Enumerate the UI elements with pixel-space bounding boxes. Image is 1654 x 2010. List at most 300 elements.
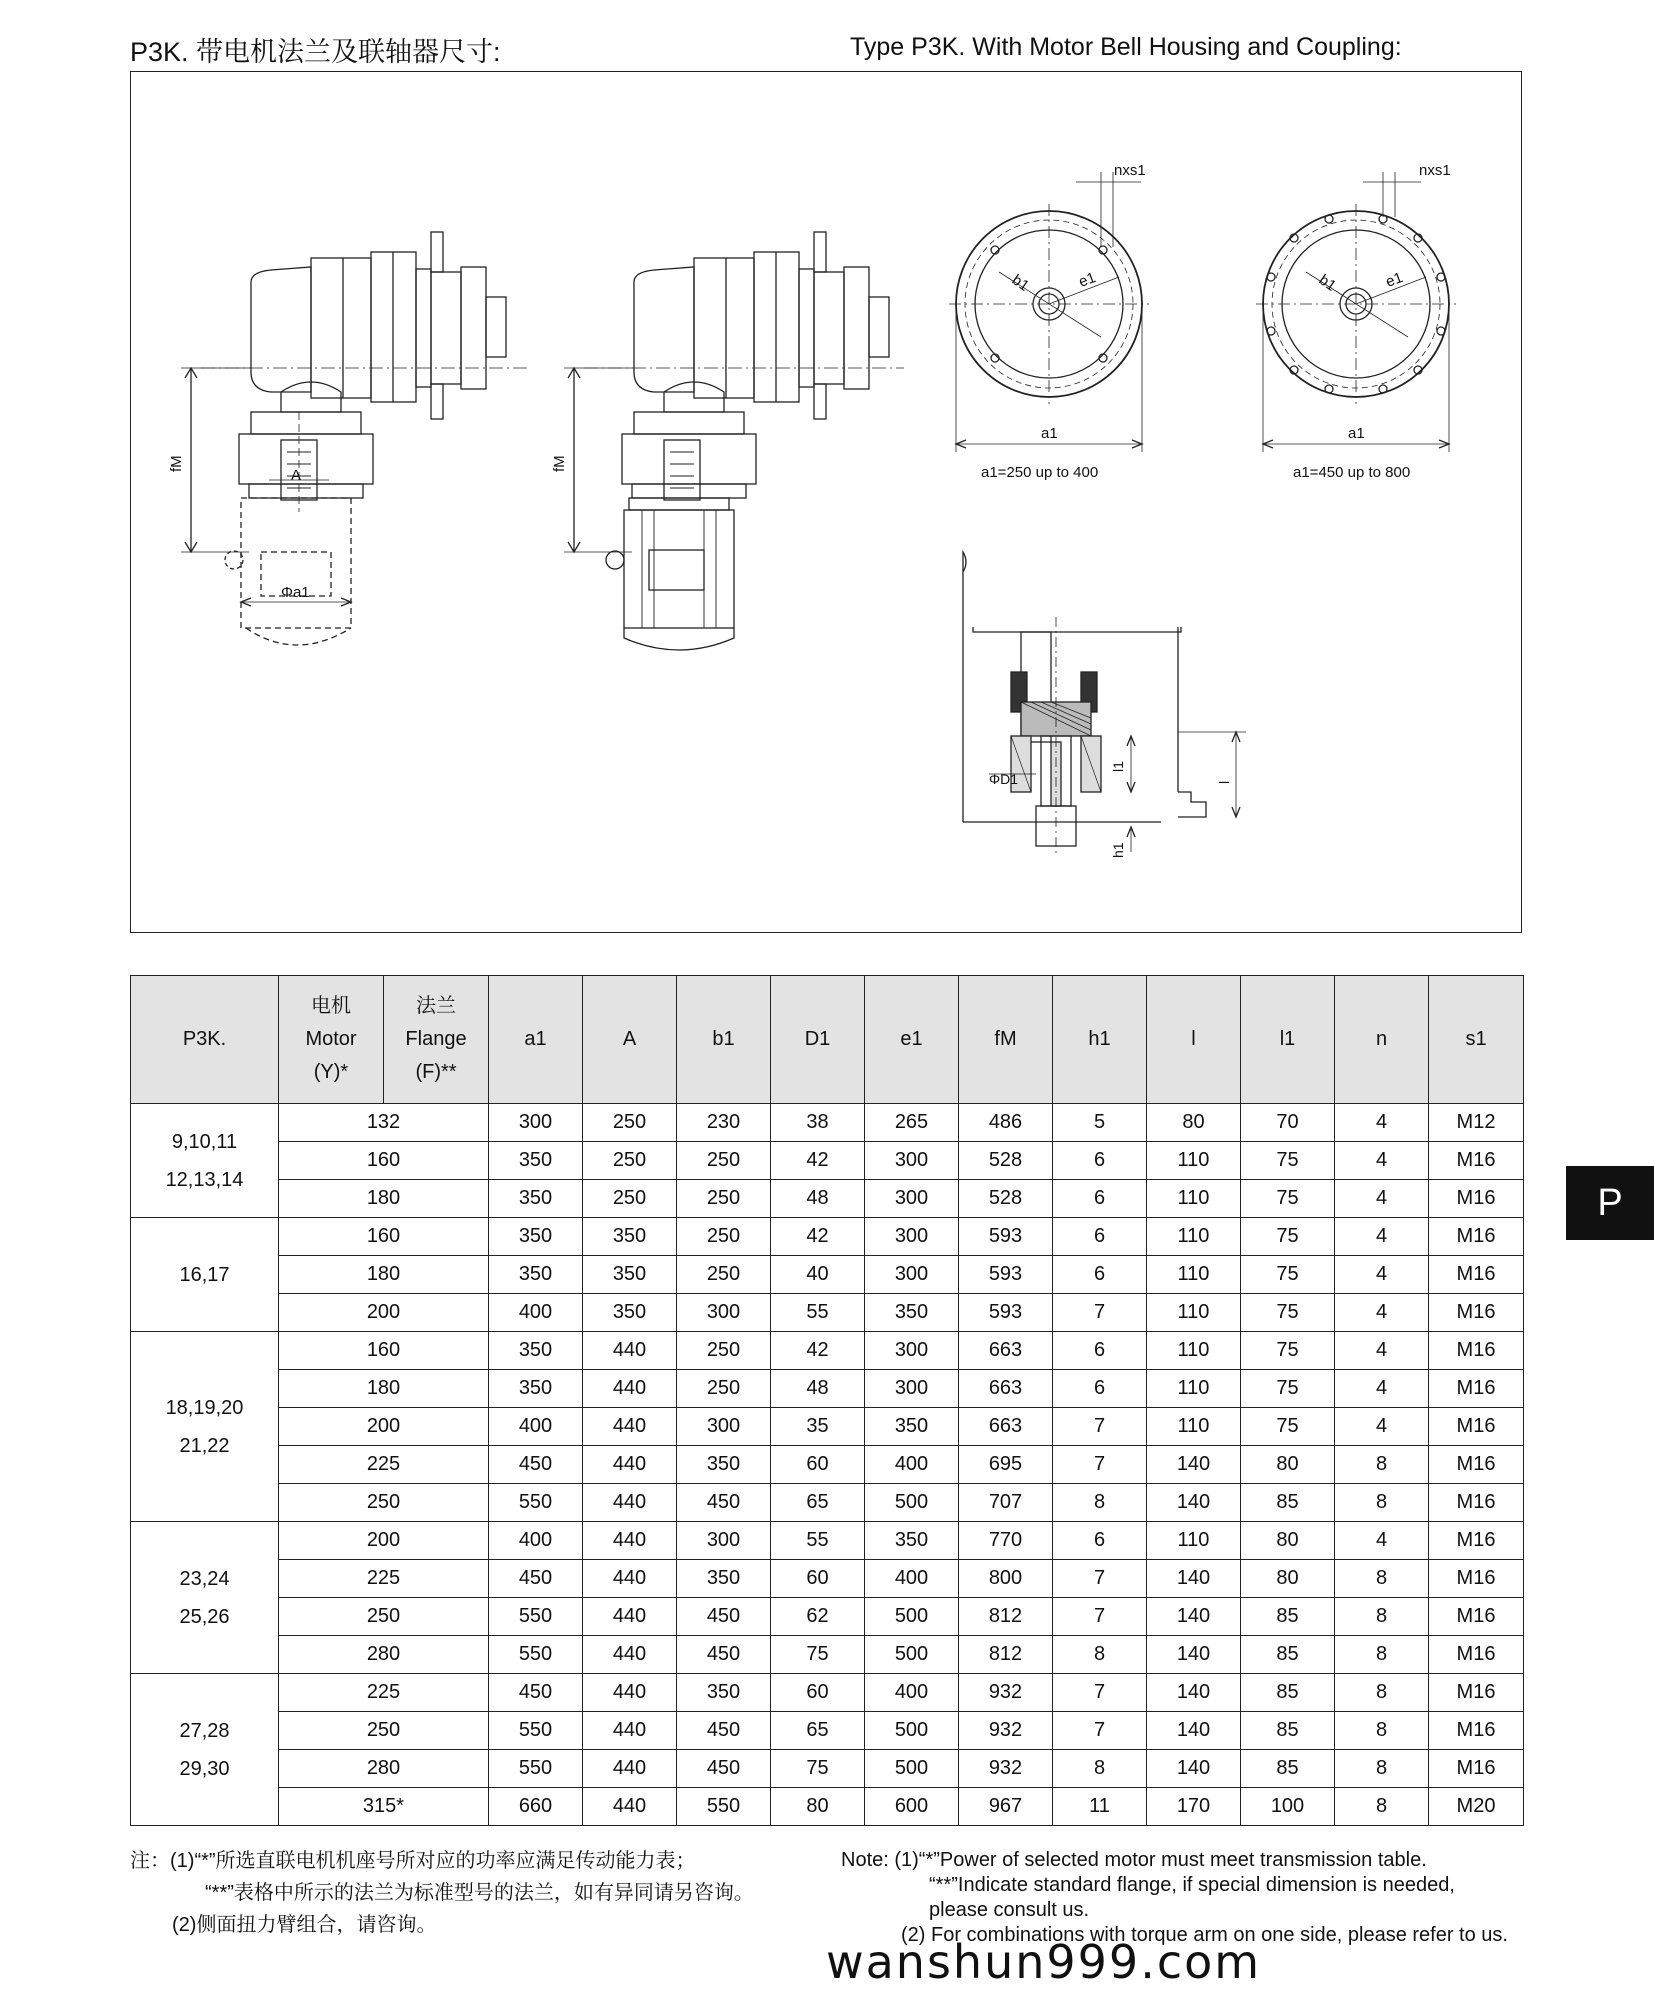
value-cell: 80 bbox=[771, 1788, 865, 1826]
value-cell: 300 bbox=[489, 1104, 583, 1142]
value-cell: 7 bbox=[1053, 1446, 1147, 1484]
table-row bbox=[131, 1446, 1524, 1484]
value-cell: M16 bbox=[1429, 1522, 1524, 1560]
model-cell bbox=[131, 1218, 279, 1332]
value-cell: 812 bbox=[959, 1598, 1053, 1636]
label-fM-2: fM bbox=[551, 455, 568, 472]
label-a1-small: a1 bbox=[1041, 425, 1058, 442]
value-cell: 300 bbox=[865, 1332, 959, 1370]
table-row bbox=[131, 1674, 1524, 1712]
value-cell: 250 bbox=[677, 1370, 771, 1408]
value-cell: 4 bbox=[1335, 1180, 1429, 1218]
value-cell: 60 bbox=[771, 1446, 865, 1484]
value-cell: 55 bbox=[771, 1294, 865, 1332]
caption-small-flange: a1=250 up to 400 bbox=[981, 464, 1099, 481]
header-motor bbox=[279, 976, 384, 1104]
value-cell: 500 bbox=[865, 1484, 959, 1522]
value-cell: 80 bbox=[1241, 1522, 1335, 1560]
value-cell: 528 bbox=[959, 1180, 1053, 1218]
note-en-line: please consult us. bbox=[929, 1899, 1090, 1921]
value-cell: 300 bbox=[865, 1142, 959, 1180]
value-cell: 350 bbox=[489, 1370, 583, 1408]
value-cell: 600 bbox=[865, 1788, 959, 1826]
value-cell: 6 bbox=[1053, 1370, 1147, 1408]
value-cell: 812 bbox=[959, 1636, 1053, 1674]
model-label: 9,10,11 bbox=[171, 1130, 238, 1153]
page-title-cn: P3K. 带电机法兰及联轴器尺寸: bbox=[130, 37, 501, 67]
header-flange-cn: 法兰 bbox=[416, 995, 456, 1017]
value-cell: 350 bbox=[865, 1408, 959, 1446]
value-cell: 7 bbox=[1053, 1408, 1147, 1446]
value-cell: 660 bbox=[489, 1788, 583, 1826]
value-cell: 250 bbox=[677, 1256, 771, 1294]
table-body bbox=[131, 1104, 1524, 1826]
value-cell: 550 bbox=[489, 1484, 583, 1522]
table-row bbox=[131, 1332, 1524, 1370]
value-cell: 75 bbox=[1241, 1370, 1335, 1408]
value-cell: 4 bbox=[1335, 1218, 1429, 1256]
value-cell: 6 bbox=[1053, 1522, 1147, 1560]
header-col: h1 bbox=[1053, 976, 1147, 1104]
label-phiD1: ΦD1 bbox=[989, 771, 1019, 787]
value-cell: 110 bbox=[1147, 1332, 1241, 1370]
value-cell: 400 bbox=[865, 1674, 959, 1712]
label-nxs1-large: nxs1 bbox=[1419, 162, 1451, 179]
value-cell: 528 bbox=[959, 1142, 1053, 1180]
note-cn-line: “**”表格中所示的法兰为标准型号的法兰，如有异同请另咨询。 bbox=[205, 1882, 754, 1904]
value-cell: 38 bbox=[771, 1104, 865, 1142]
value-cell: 75 bbox=[1241, 1332, 1335, 1370]
model-label: 16,17 bbox=[179, 1263, 230, 1286]
header-col: b1 bbox=[677, 976, 771, 1104]
motor-flange-cell: 200 bbox=[279, 1294, 489, 1332]
table-row bbox=[131, 1750, 1524, 1788]
value-cell: 250 bbox=[677, 1218, 771, 1256]
header-col: l bbox=[1147, 976, 1241, 1104]
value-cell: 65 bbox=[771, 1484, 865, 1522]
model-cell bbox=[131, 1522, 279, 1674]
value-cell: M16 bbox=[1429, 1712, 1524, 1750]
value-cell: 75 bbox=[1241, 1408, 1335, 1446]
value-cell: 8 bbox=[1335, 1674, 1429, 1712]
value-cell: 4 bbox=[1335, 1142, 1429, 1180]
value-cell: 250 bbox=[583, 1104, 677, 1142]
watermark: wanshun999.com bbox=[826, 1935, 1262, 1989]
value-cell: 140 bbox=[1147, 1484, 1241, 1522]
value-cell: M16 bbox=[1429, 1560, 1524, 1598]
label-e1-large: e1 bbox=[1383, 269, 1406, 291]
value-cell: 75 bbox=[771, 1636, 865, 1674]
value-cell: M16 bbox=[1429, 1636, 1524, 1674]
value-cell: 300 bbox=[865, 1370, 959, 1408]
value-cell: 140 bbox=[1147, 1674, 1241, 1712]
header-model: P3K. bbox=[131, 976, 279, 1104]
table-row bbox=[131, 1142, 1524, 1180]
value-cell: 8 bbox=[1335, 1712, 1429, 1750]
value-cell: M16 bbox=[1429, 1218, 1524, 1256]
value-cell: 6 bbox=[1053, 1180, 1147, 1218]
value-cell: 6 bbox=[1053, 1142, 1147, 1180]
flange-view-large bbox=[1256, 162, 1456, 481]
value-cell: 486 bbox=[959, 1104, 1053, 1142]
gearbox-view-2 bbox=[551, 232, 904, 650]
value-cell: 75 bbox=[1241, 1256, 1335, 1294]
label-h1: h1 bbox=[1110, 842, 1126, 858]
table-row bbox=[131, 1636, 1524, 1674]
motor-flange-cell: 280 bbox=[279, 1750, 489, 1788]
value-cell: 65 bbox=[771, 1712, 865, 1750]
value-cell: 440 bbox=[583, 1370, 677, 1408]
value-cell: 663 bbox=[959, 1370, 1053, 1408]
table-row bbox=[131, 1484, 1524, 1522]
header-col: n bbox=[1335, 976, 1429, 1104]
label-b1-small: b1 bbox=[1008, 271, 1033, 295]
motor-flange-cell: 280 bbox=[279, 1636, 489, 1674]
motor-flange-cell: 225 bbox=[279, 1446, 489, 1484]
motor-flange-cell: 225 bbox=[279, 1560, 489, 1598]
value-cell: 110 bbox=[1147, 1294, 1241, 1332]
value-cell: 550 bbox=[489, 1598, 583, 1636]
value-cell: 350 bbox=[583, 1256, 677, 1294]
value-cell: 75 bbox=[1241, 1142, 1335, 1180]
motor-flange-cell: 200 bbox=[279, 1408, 489, 1446]
header-motor-en: Motor bbox=[305, 1028, 357, 1050]
value-cell: 593 bbox=[959, 1294, 1053, 1332]
table-row bbox=[131, 1712, 1524, 1750]
value-cell: 450 bbox=[489, 1446, 583, 1484]
value-cell: 350 bbox=[583, 1218, 677, 1256]
value-cell: 85 bbox=[1241, 1750, 1335, 1788]
value-cell: 250 bbox=[677, 1332, 771, 1370]
value-cell: M12 bbox=[1429, 1104, 1524, 1142]
value-cell: 400 bbox=[489, 1408, 583, 1446]
header-col: A bbox=[583, 976, 677, 1104]
value-cell: 440 bbox=[583, 1560, 677, 1598]
value-cell: 8 bbox=[1053, 1750, 1147, 1788]
value-cell: 550 bbox=[489, 1636, 583, 1674]
value-cell: 110 bbox=[1147, 1180, 1241, 1218]
value-cell: 75 bbox=[1241, 1294, 1335, 1332]
value-cell: 8 bbox=[1053, 1636, 1147, 1674]
value-cell: 7 bbox=[1053, 1712, 1147, 1750]
drawing-canvas bbox=[131, 72, 1521, 932]
table-row bbox=[131, 1180, 1524, 1218]
value-cell: 707 bbox=[959, 1484, 1053, 1522]
value-cell: 695 bbox=[959, 1446, 1053, 1484]
value-cell: M16 bbox=[1429, 1180, 1524, 1218]
value-cell: 450 bbox=[677, 1636, 771, 1674]
value-cell: 350 bbox=[489, 1256, 583, 1294]
value-cell: 42 bbox=[771, 1332, 865, 1370]
value-cell: M16 bbox=[1429, 1484, 1524, 1522]
value-cell: 8 bbox=[1335, 1750, 1429, 1788]
page-title-en: Type P3K. With Motor Bell Housing and Coupling: bbox=[850, 33, 1402, 61]
model-label: 18,19,20 bbox=[165, 1396, 244, 1419]
table-row bbox=[131, 1370, 1524, 1408]
value-cell: 450 bbox=[677, 1598, 771, 1636]
value-cell: 400 bbox=[865, 1560, 959, 1598]
value-cell: 140 bbox=[1147, 1560, 1241, 1598]
value-cell: 75 bbox=[1241, 1180, 1335, 1218]
value-cell: 42 bbox=[771, 1142, 865, 1180]
value-cell: 75 bbox=[771, 1750, 865, 1788]
value-cell: 4 bbox=[1335, 1332, 1429, 1370]
value-cell: M16 bbox=[1429, 1294, 1524, 1332]
value-cell: 8 bbox=[1335, 1788, 1429, 1826]
table-row bbox=[131, 1408, 1524, 1446]
value-cell: 350 bbox=[489, 1332, 583, 1370]
section-tab: P bbox=[1566, 1166, 1654, 1240]
value-cell: 500 bbox=[865, 1636, 959, 1674]
value-cell: 250 bbox=[583, 1142, 677, 1180]
label-b1-large: b1 bbox=[1315, 271, 1340, 295]
value-cell: 300 bbox=[865, 1256, 959, 1294]
value-cell: 5 bbox=[1053, 1104, 1147, 1142]
dimension-table bbox=[130, 975, 1524, 1826]
flange-view-small bbox=[949, 162, 1149, 481]
value-cell: 250 bbox=[677, 1180, 771, 1218]
value-cell: 110 bbox=[1147, 1522, 1241, 1560]
header-motor-cn: 电机 bbox=[311, 995, 351, 1017]
value-cell: 110 bbox=[1147, 1256, 1241, 1294]
value-cell: 440 bbox=[583, 1598, 677, 1636]
value-cell: 85 bbox=[1241, 1712, 1335, 1750]
value-cell: 450 bbox=[677, 1484, 771, 1522]
value-cell: 932 bbox=[959, 1712, 1053, 1750]
value-cell: 450 bbox=[677, 1750, 771, 1788]
value-cell: 140 bbox=[1147, 1446, 1241, 1484]
value-cell: 230 bbox=[677, 1104, 771, 1142]
label-a1-large: a1 bbox=[1348, 425, 1365, 442]
label-phi-a1: Φa1 bbox=[281, 584, 310, 601]
value-cell: 300 bbox=[865, 1218, 959, 1256]
table-row bbox=[131, 1788, 1524, 1826]
value-cell: 350 bbox=[865, 1522, 959, 1560]
value-cell: 80 bbox=[1147, 1104, 1241, 1142]
header-motor-code: (Y)* bbox=[313, 1061, 349, 1083]
value-cell: 8 bbox=[1053, 1484, 1147, 1522]
value-cell: 440 bbox=[583, 1332, 677, 1370]
gearbox-view-1 bbox=[168, 232, 531, 645]
value-cell: 350 bbox=[677, 1560, 771, 1598]
value-cell: 170 bbox=[1147, 1788, 1241, 1826]
value-cell: 140 bbox=[1147, 1712, 1241, 1750]
value-cell: 60 bbox=[771, 1560, 865, 1598]
label-fM-1: fM bbox=[168, 455, 185, 472]
table-row bbox=[131, 1522, 1524, 1560]
value-cell: 350 bbox=[489, 1218, 583, 1256]
value-cell: 4 bbox=[1335, 1408, 1429, 1446]
model-cell bbox=[131, 1104, 279, 1218]
value-cell: 8 bbox=[1335, 1446, 1429, 1484]
value-cell: 140 bbox=[1147, 1636, 1241, 1674]
value-cell: 350 bbox=[489, 1142, 583, 1180]
table-row bbox=[131, 1560, 1524, 1598]
value-cell: 80 bbox=[1241, 1446, 1335, 1484]
value-cell: 440 bbox=[583, 1522, 677, 1560]
value-cell: 440 bbox=[583, 1408, 677, 1446]
motor-flange-cell: 250 bbox=[279, 1712, 489, 1750]
value-cell: 500 bbox=[865, 1712, 959, 1750]
value-cell: 8 bbox=[1335, 1560, 1429, 1598]
value-cell: 7 bbox=[1053, 1598, 1147, 1636]
model-label: 29,30 bbox=[179, 1757, 230, 1780]
caption-large-flange: a1=450 up to 800 bbox=[1293, 464, 1411, 481]
table-row bbox=[131, 1218, 1524, 1256]
value-cell: 8 bbox=[1335, 1636, 1429, 1674]
value-cell: 800 bbox=[959, 1560, 1053, 1598]
model-label: 23,24 bbox=[179, 1567, 230, 1590]
value-cell: 440 bbox=[583, 1484, 677, 1522]
notes-en bbox=[841, 1848, 1508, 1948]
motor-flange-cell: 160 bbox=[279, 1142, 489, 1180]
value-cell: 770 bbox=[959, 1522, 1053, 1560]
header-flange-code: (F)** bbox=[415, 1061, 457, 1083]
value-cell: 300 bbox=[677, 1522, 771, 1560]
value-cell: 6 bbox=[1053, 1218, 1147, 1256]
value-cell: M16 bbox=[1429, 1674, 1524, 1712]
model-label: 27,28 bbox=[179, 1719, 230, 1742]
value-cell: M16 bbox=[1429, 1332, 1524, 1370]
value-cell: 440 bbox=[583, 1750, 677, 1788]
header-col: e1 bbox=[865, 976, 959, 1104]
value-cell: 550 bbox=[677, 1788, 771, 1826]
model-cell bbox=[131, 1674, 279, 1826]
value-cell: 593 bbox=[959, 1218, 1053, 1256]
value-cell: 6 bbox=[1053, 1332, 1147, 1370]
table-row bbox=[131, 1256, 1524, 1294]
value-cell: 60 bbox=[771, 1674, 865, 1712]
value-cell: 4 bbox=[1335, 1256, 1429, 1294]
value-cell: M20 bbox=[1429, 1788, 1524, 1826]
value-cell: 932 bbox=[959, 1674, 1053, 1712]
note-en-line: Note: (1)“*”Power of selected motor must meet transmission table. bbox=[841, 1849, 1427, 1871]
value-cell: M16 bbox=[1429, 1370, 1524, 1408]
value-cell: M16 bbox=[1429, 1446, 1524, 1484]
motor-flange-cell: 180 bbox=[279, 1180, 489, 1218]
table-row bbox=[131, 1598, 1524, 1636]
value-cell: 110 bbox=[1147, 1370, 1241, 1408]
value-cell: 440 bbox=[583, 1712, 677, 1750]
value-cell: 440 bbox=[583, 1788, 677, 1826]
header-col: l1 bbox=[1241, 976, 1335, 1104]
value-cell: 4 bbox=[1335, 1522, 1429, 1560]
table-row bbox=[131, 1104, 1524, 1142]
header-col: s1 bbox=[1429, 976, 1524, 1104]
table-row bbox=[131, 1294, 1524, 1332]
value-cell: 400 bbox=[489, 1294, 583, 1332]
header-col: D1 bbox=[771, 976, 865, 1104]
motor-flange-cell: 250 bbox=[279, 1484, 489, 1522]
label-A: A bbox=[291, 467, 302, 484]
value-cell: 350 bbox=[677, 1446, 771, 1484]
label-nxs1-small: nxs1 bbox=[1114, 162, 1146, 179]
value-cell: 550 bbox=[489, 1750, 583, 1788]
value-cell: 40 bbox=[771, 1256, 865, 1294]
motor-flange-cell: 160 bbox=[279, 1218, 489, 1256]
value-cell: 250 bbox=[583, 1180, 677, 1218]
value-cell: 4 bbox=[1335, 1104, 1429, 1142]
value-cell: 42 bbox=[771, 1218, 865, 1256]
value-cell: 300 bbox=[677, 1408, 771, 1446]
value-cell: M16 bbox=[1429, 1598, 1524, 1636]
value-cell: 265 bbox=[865, 1104, 959, 1142]
value-cell: 450 bbox=[489, 1674, 583, 1712]
motor-flange-cell: 250 bbox=[279, 1598, 489, 1636]
value-cell: 440 bbox=[583, 1446, 677, 1484]
note-cn-line: (2)侧面扭力臂组合，请咨询。 bbox=[172, 1914, 437, 1936]
value-cell: 55 bbox=[771, 1522, 865, 1560]
value-cell: 85 bbox=[1241, 1484, 1335, 1522]
value-cell: 350 bbox=[489, 1180, 583, 1218]
value-cell: 70 bbox=[1241, 1104, 1335, 1142]
value-cell: 62 bbox=[771, 1598, 865, 1636]
value-cell: 663 bbox=[959, 1408, 1053, 1446]
value-cell: 4 bbox=[1335, 1370, 1429, 1408]
value-cell: 48 bbox=[771, 1180, 865, 1218]
value-cell: 8 bbox=[1335, 1598, 1429, 1636]
note-en-line: “**”Indicate standard flange, if special dimension is needed, bbox=[929, 1874, 1455, 1896]
motor-flange-cell: 160 bbox=[279, 1332, 489, 1370]
value-cell: 35 bbox=[771, 1408, 865, 1446]
value-cell: 550 bbox=[489, 1712, 583, 1750]
value-cell: 400 bbox=[489, 1522, 583, 1560]
value-cell: 450 bbox=[677, 1712, 771, 1750]
value-cell: 100 bbox=[1241, 1788, 1335, 1826]
value-cell: 110 bbox=[1147, 1142, 1241, 1180]
value-cell: 593 bbox=[959, 1256, 1053, 1294]
value-cell: 300 bbox=[865, 1180, 959, 1218]
value-cell: 967 bbox=[959, 1788, 1053, 1826]
value-cell: 110 bbox=[1147, 1218, 1241, 1256]
value-cell: 4 bbox=[1335, 1294, 1429, 1332]
value-cell: 350 bbox=[865, 1294, 959, 1332]
value-cell: 300 bbox=[677, 1294, 771, 1332]
motor-flange-cell: 200 bbox=[279, 1522, 489, 1560]
model-label: 25,26 bbox=[179, 1605, 230, 1628]
value-cell: 7 bbox=[1053, 1560, 1147, 1598]
value-cell: 8 bbox=[1335, 1484, 1429, 1522]
model-label: 12,13,14 bbox=[165, 1168, 244, 1191]
value-cell: 7 bbox=[1053, 1294, 1147, 1332]
value-cell: 440 bbox=[583, 1674, 677, 1712]
value-cell: M16 bbox=[1429, 1408, 1524, 1446]
motor-flange-cell: 180 bbox=[279, 1370, 489, 1408]
motor-flange-cell: 315* bbox=[279, 1788, 489, 1826]
value-cell: 350 bbox=[677, 1674, 771, 1712]
value-cell: 350 bbox=[583, 1294, 677, 1332]
motor-flange-cell: 132 bbox=[279, 1104, 489, 1142]
value-cell: 440 bbox=[583, 1636, 677, 1674]
value-cell: 932 bbox=[959, 1750, 1053, 1788]
value-cell: M16 bbox=[1429, 1750, 1524, 1788]
header-flange-en: Flange bbox=[405, 1028, 467, 1050]
label-e1-small: e1 bbox=[1076, 269, 1099, 291]
value-cell: 500 bbox=[865, 1598, 959, 1636]
model-cell bbox=[131, 1332, 279, 1522]
motor-flange-cell: 225 bbox=[279, 1674, 489, 1712]
value-cell: 500 bbox=[865, 1750, 959, 1788]
header-col: fM bbox=[959, 976, 1053, 1104]
value-cell: 140 bbox=[1147, 1598, 1241, 1636]
value-cell: 85 bbox=[1241, 1636, 1335, 1674]
technical-drawing bbox=[130, 71, 1522, 933]
value-cell: 11 bbox=[1053, 1788, 1147, 1826]
value-cell: 85 bbox=[1241, 1674, 1335, 1712]
value-cell: 250 bbox=[677, 1142, 771, 1180]
table-header-row bbox=[131, 976, 1524, 1104]
value-cell: 7 bbox=[1053, 1674, 1147, 1712]
